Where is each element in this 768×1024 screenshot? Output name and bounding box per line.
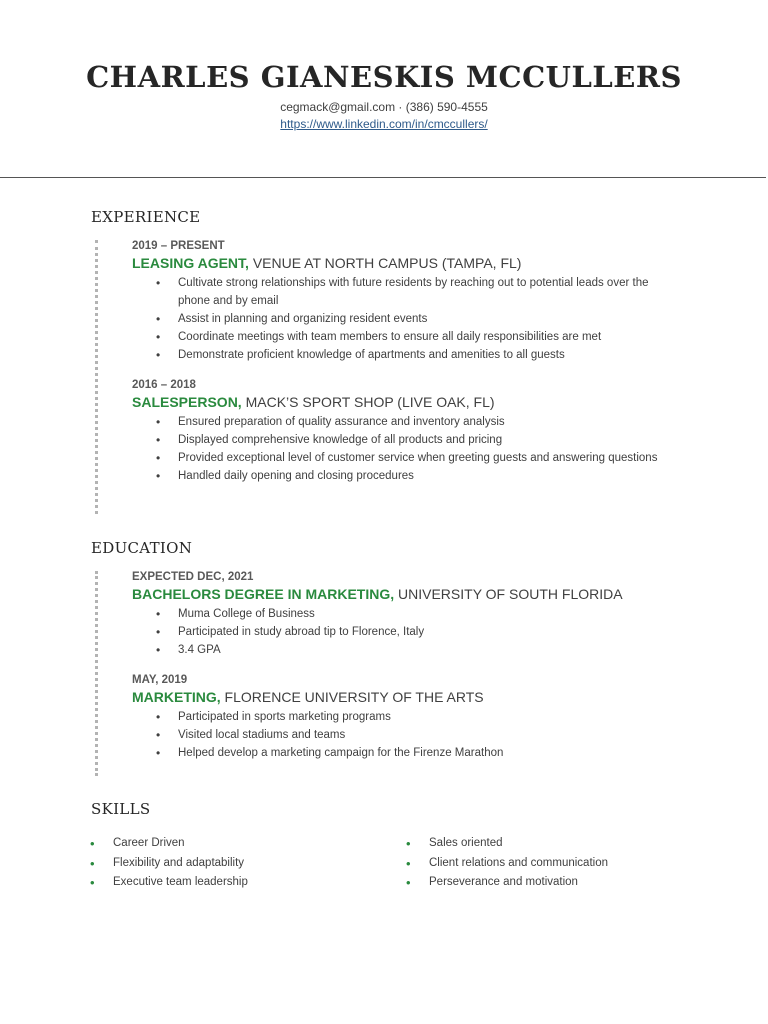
linkedin-link[interactable]: https://www.linkedin.com/in/cmccullers/ <box>280 117 488 131</box>
entry-org: MACK’S SPORT SHOP (LIVE OAK, FL) <box>241 394 495 410</box>
list-item: • Participated in sports marketing programs <box>178 708 692 726</box>
skill-item: • Sales oriented <box>406 834 608 854</box>
skill-item: • Career Driven <box>90 834 248 854</box>
list-item: • Cultivate strong relationships with future residents by reaching out to potential leads over the phone and by email <box>178 274 678 310</box>
list-item: • Handled daily opening and closing procedures <box>178 467 692 485</box>
entry-date: MAY, 2019 <box>132 674 188 686</box>
education-entry <box>132 674 692 762</box>
list-item: • Muma College of Business <box>178 605 692 623</box>
skills-heading: SKILLS <box>91 800 151 818</box>
entry-title <box>132 255 692 271</box>
entry-bullets <box>132 274 692 364</box>
list-item: • Coordinate meetings with team members to ensure all daily responsibilities are met <box>178 328 692 346</box>
list-item: • Displayed comprehensive knowledge of all products and pricing <box>178 431 692 449</box>
list-item: • Assist in planning and organizing resident events <box>178 310 692 328</box>
skill-item: • Client relations and communication <box>406 854 608 874</box>
entry-bullets <box>132 708 692 762</box>
entry-bullets <box>132 413 692 485</box>
experience-entry <box>132 379 692 485</box>
list-item: • Ensured preparation of quality assurance and inventory analysis <box>178 413 692 431</box>
experience-entry <box>132 240 692 364</box>
contact-info: cegmack@gmail.com · (386) 590-4555 <box>280 100 488 114</box>
entry-org: VENUE AT NORTH CAMPUS (TAMPA, FL) <box>248 255 522 271</box>
experience-timeline <box>95 240 692 514</box>
entry-title <box>132 689 692 705</box>
list-item: • Provided exceptional level of customer service when greeting guests and answering questions <box>178 449 678 467</box>
education-entry <box>132 571 692 659</box>
list-item: • Participated in study abroad tip to Florence, Italy <box>178 623 692 641</box>
entry-title <box>132 394 692 410</box>
entry-role: MARKETING, <box>132 689 221 705</box>
list-item: • Helped develop a marketing campaign for the Firenze Marathon <box>178 744 692 762</box>
skills-column-left <box>90 834 248 893</box>
entry-date: 2019 – PRESENT <box>132 240 225 252</box>
education-heading: EDUCATION <box>91 539 193 557</box>
resume-header <box>0 0 768 133</box>
skill-item: • Flexibility and adaptability <box>90 854 248 874</box>
entry-org: UNIVERSITY OF SOUTH FLORIDA <box>394 586 623 602</box>
entry-role: BACHELORS DEGREE IN MARKETING, <box>132 586 395 602</box>
skills-column-right <box>406 834 608 893</box>
list-item: • Visited local stadiums and teams <box>178 726 692 744</box>
entry-bullets <box>132 605 692 659</box>
education-timeline <box>95 571 692 776</box>
header-divider <box>0 177 766 178</box>
skill-item: • Executive team leadership <box>90 873 248 893</box>
entry-title <box>132 586 692 602</box>
skill-item: • Perseverance and motivation <box>406 873 608 893</box>
entry-date: EXPECTED DEC, 2021 <box>132 571 254 583</box>
entry-role: SALESPERSON, <box>132 394 242 410</box>
entry-org: FLORENCE UNIVERSITY OF THE ARTS <box>220 689 484 705</box>
list-item: • Demonstrate proficient knowledge of apartments and amenities to all guests <box>178 346 692 364</box>
candidate-name: CHARLES GIANESKIS MCCULLERS <box>86 60 682 94</box>
entry-date: 2016 – 2018 <box>132 379 196 391</box>
list-item: • 3.4 GPA <box>178 641 692 659</box>
entry-role: LEASING AGENT, <box>132 255 249 271</box>
experience-heading: EXPERIENCE <box>91 208 201 226</box>
